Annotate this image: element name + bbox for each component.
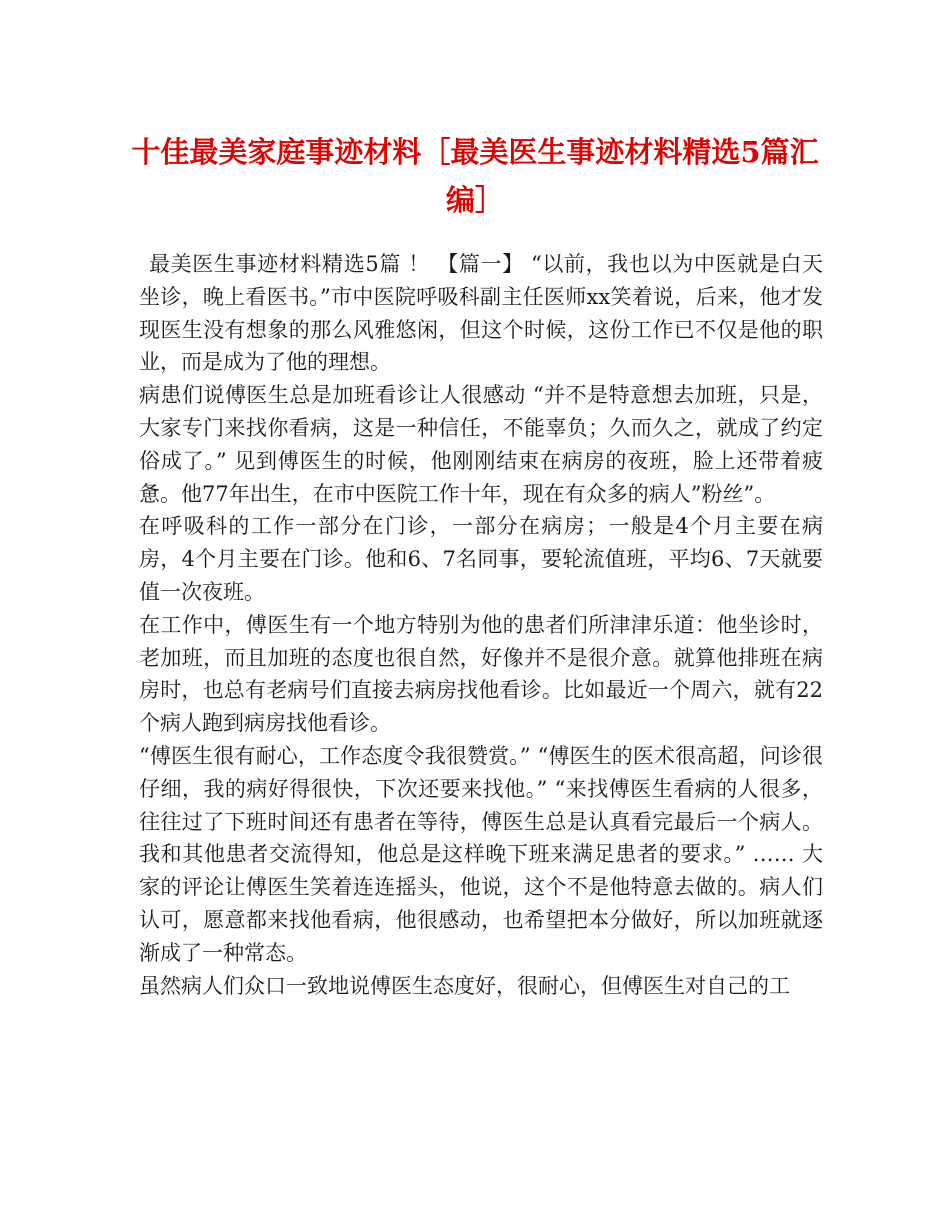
paragraph-4: 在工作中，傅医生有一个地方特别为他的患者们所津津乐道：他坐诊时，老加班，而且加班的态度也很自然，好像并不是很介意。就算他排班在病房时，也总有老病号们直接去病房找他看诊。比如最近一个周六，就有22个病人跑到病房找他看诊。 bbox=[139, 612, 823, 736]
paragraph-1: 最美医生事迹材料精选5篇 ！ 【篇一】 “以前，我也以为中医就是白天坐诊，晚上看医书。”市中医院呼吸科副主任医师xx笑着说，后来，他才发现医生没有想象的那么风雅悠闲，但这个时候，这份工作已不仅是他的职业，而是成为了他的理想。 bbox=[139, 252, 823, 375]
paragraph-6: 虽然病人们众口一致地说傅医生态度好，很耐心，但傅医生对自己的工 bbox=[139, 973, 790, 998]
paragraph-2: 病患们说傅医生总是加班看诊让人很感动 “并不是特意想去加班，只是，大家专门来找你看病，这是一种信任，不能辜负；久而久之，就成了约定俗成了。” 见到傅医生的时候，他刚刚结束在病房的夜班，脸上还带着疲惫。他77年出生，在市中医院工作十年，现在有众多的病人”粉丝”。 bbox=[139, 383, 823, 506]
document-body bbox=[139, 248, 823, 1002]
document-title: 十佳最美家庭事迹材料［最美医生事迹材料精选5篇汇编］ bbox=[131, 135, 819, 217]
paragraph-5: “傅医生很有耐心，工作态度令我很赞赏。” “傅医生的医术很高超，问诊很仔细，我的病好得很快，下次还要来找他。” “来找傅医生看病的人很多，往往过了下班时间还有患者在等待，傅医生总是认真看完最后一个病人。我和其他患者交流得知，他总是这样晚下班来满足患者的要求。” …… 大家的评论让傅医生笑着连连摇头，他说，这个不是他特意去做的。病人们认可，愿意都来找他看病，他很感动，也希望把本分做好，所以加班就逐渐成了一种常态。 bbox=[139, 743, 823, 965]
paragraph-3: 在呼吸科的工作一部分在门诊，一部分在病房；一般是4个月主要在病房，4个月主要在门诊。他和6、7名同事，要轮流值班，平均6、7天就要值一次夜班。 bbox=[139, 514, 823, 604]
